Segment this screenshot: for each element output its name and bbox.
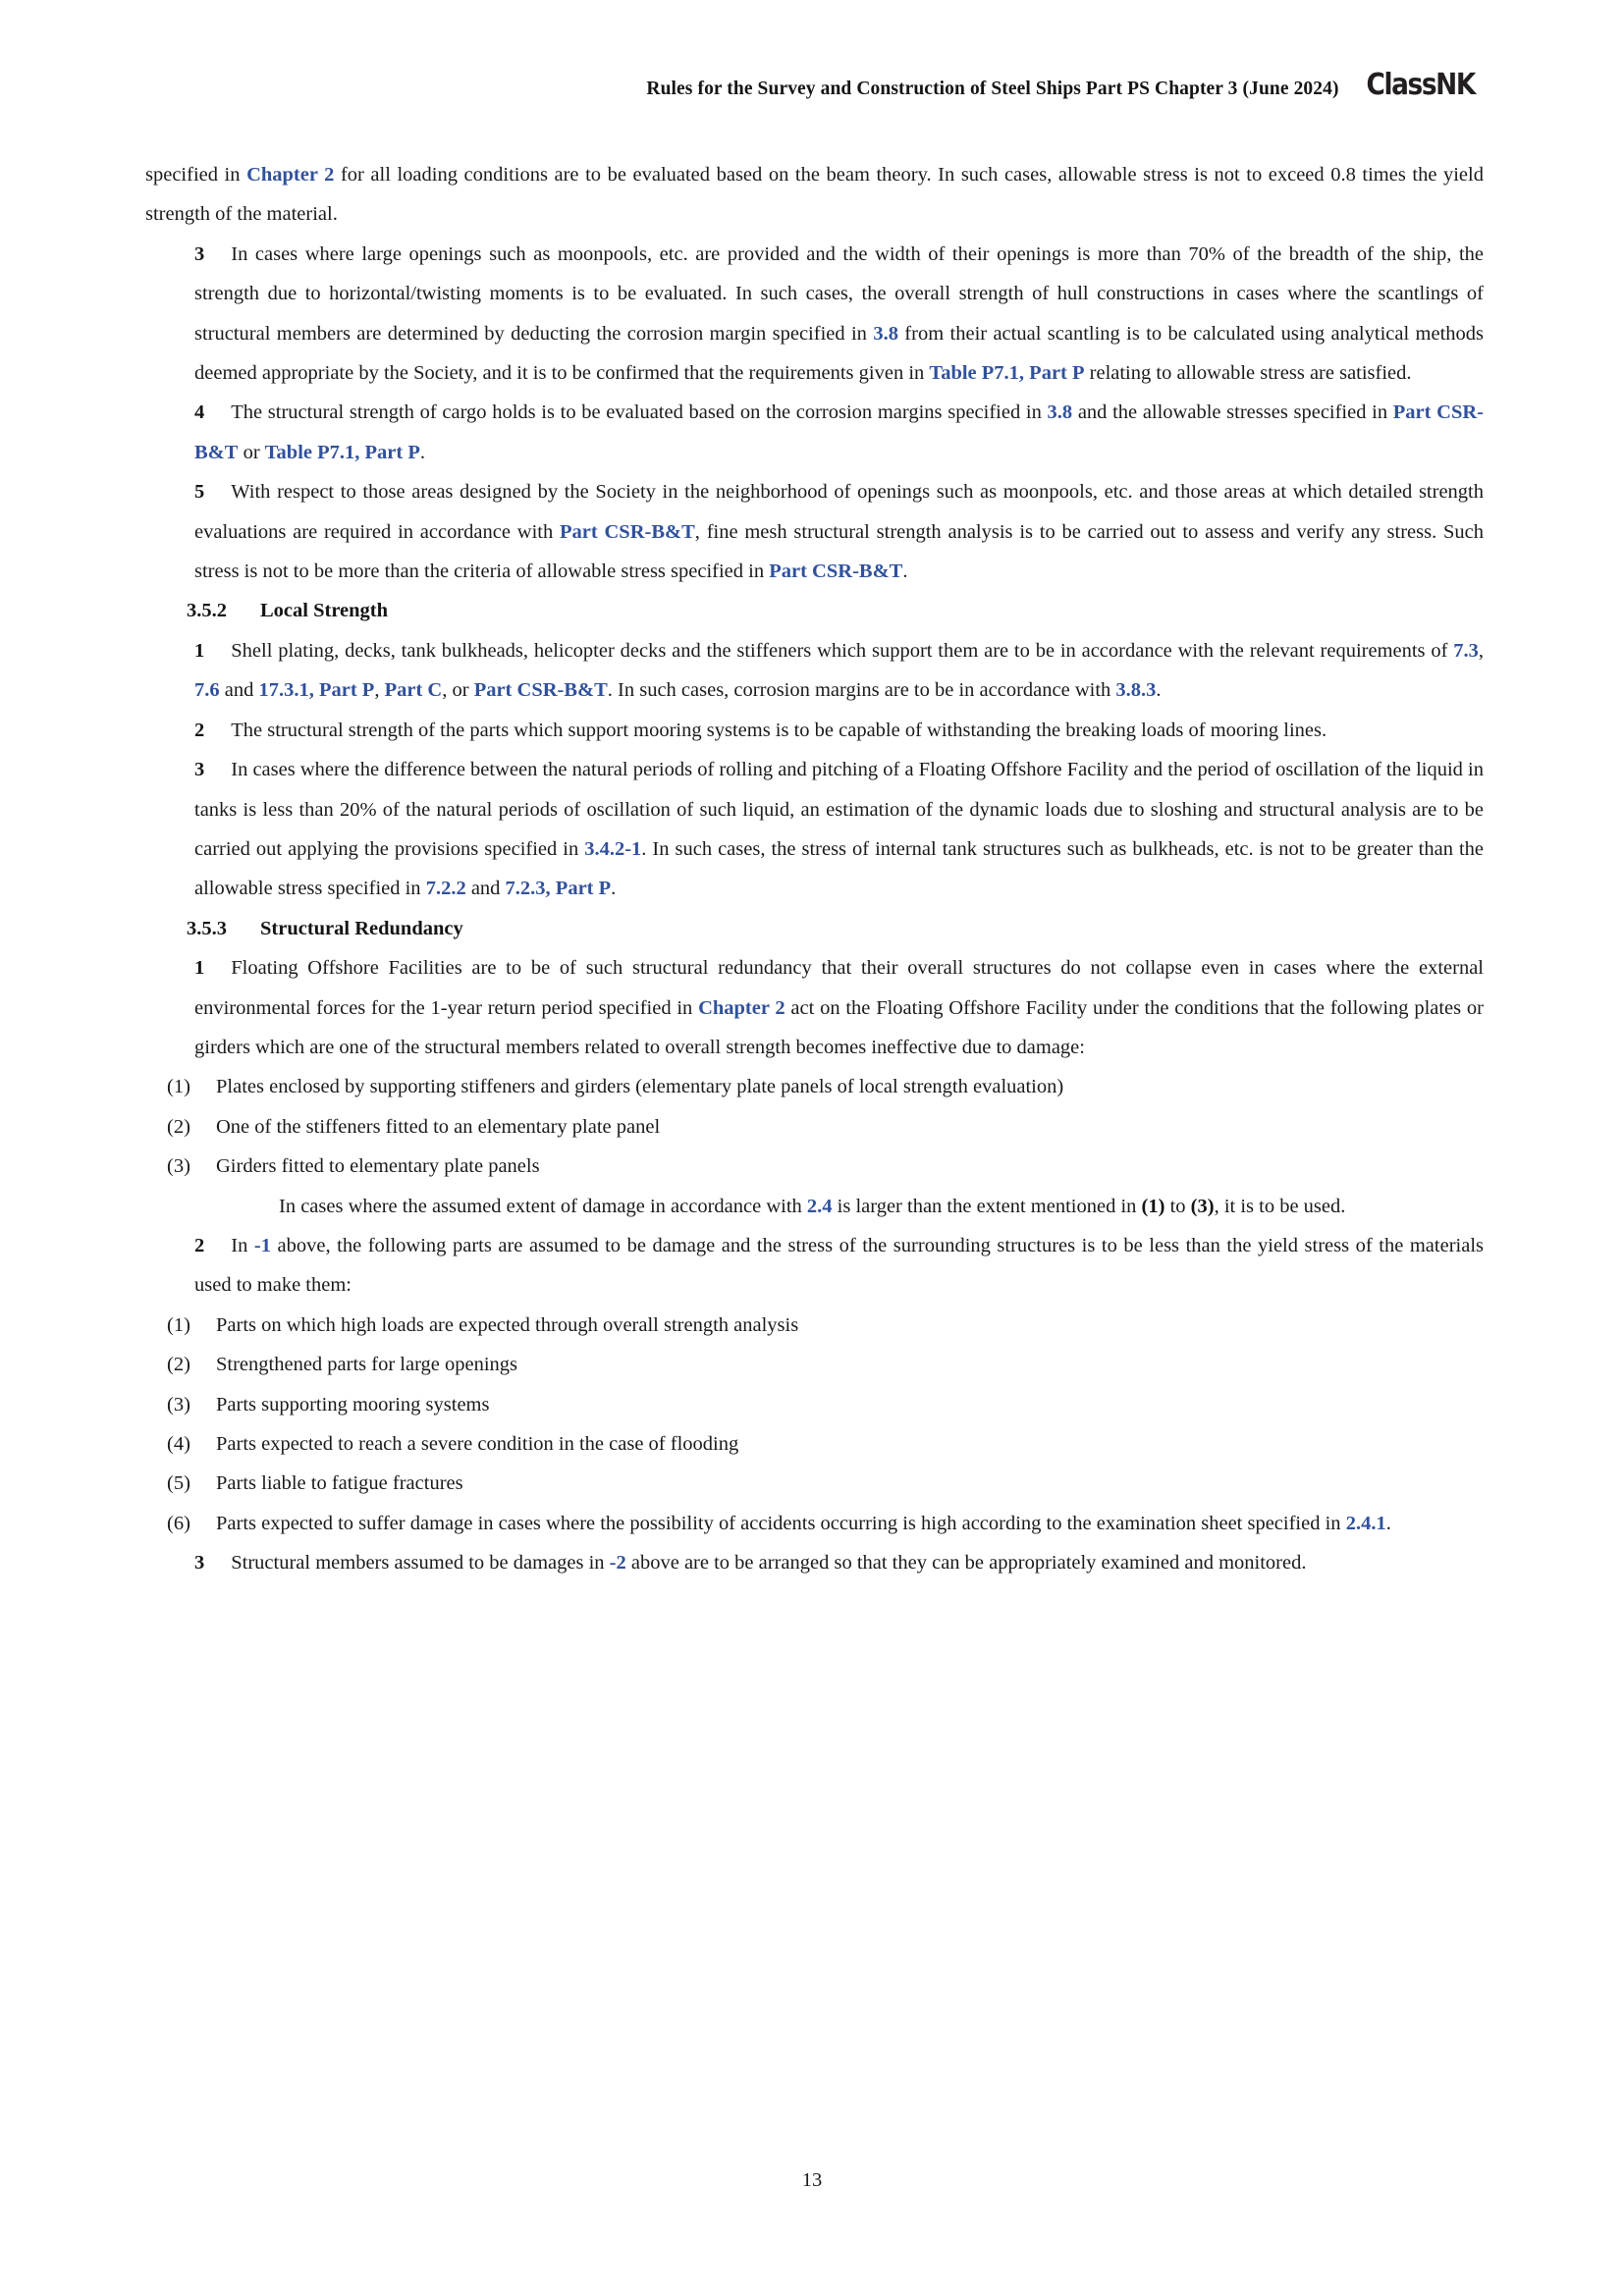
cross-reference-3-8-3[interactable]: 3.8.3 [1115,679,1157,702]
text-2: above are to be arranged so that they can be appropriately examined and monitored. [625,1552,1307,1575]
text-6: . In such cases, corrosion margins are to be in accordance with [607,679,1116,702]
section-number: 3.5.2 [187,600,227,622]
list-marker: (5) [167,1472,190,1495]
list-item [145,1385,1484,1424]
cross-reference-chapter-2[interactable]: Chapter 2 [698,996,785,1019]
list-item-text: Strengthened parts for large openings [216,1354,518,1376]
cross-reference-2-4[interactable]: 2.4 [806,1195,833,1217]
classnk-logo: ClassNK [1366,68,1475,102]
text-1: In cases where the assumed extent of damage in accordance with [279,1195,807,1217]
text-2: . In such cases, the stress of internal tank structures such as bulkheads, etc. is not to be greater than the allowable stress specified in [194,837,1484,900]
text-4: , it is to be used. [1214,1195,1346,1217]
paragraph-5 [145,472,1484,591]
cross-reference-minus-2[interactable]: -2 [609,1552,626,1575]
text-1: Structural members assumed to be damages in [231,1552,610,1575]
text-2: above, the following parts are assumed to be damage and the stress of the surrounding structures is to be less than the yield stress of the materials used to make them: [194,1234,1484,1297]
text-2: , [1478,639,1484,662]
text-rest: for all loading conditions are to be evaluated based on the beam theory. In such cases, allowable stress is not to exceed 0.8 times the yield strength of the material. [145,164,1484,226]
text-3: to [1164,1195,1191,1217]
list-marker: (3) [167,1155,190,1178]
text-2: is larger than the extent mentioned in [832,1195,1142,1217]
cross-reference-3-4-2-1[interactable]: 3.4.2-1 [584,837,642,860]
section-title: Local Strength [260,600,389,622]
paragraph-3-5-2-2 [145,711,1484,750]
inline-ref-1: (1) [1141,1195,1165,1217]
list-item-text: Parts supporting mooring systems [216,1393,490,1415]
text-1: In [231,1234,254,1256]
list-item [145,1345,1484,1384]
list-item [145,1147,1484,1186]
text-1: With respect to those areas designed by the Society in the neighborhood of openings such as moonpools, etc. and those areas at which detailed strength evaluations are required in accordance with [194,481,1484,543]
cross-reference-part-csr-bt[interactable]: Part CSR-B&T [560,520,695,543]
list-item [145,1306,1484,1345]
cross-reference-3-8[interactable]: 3.8 [1047,401,1073,424]
text-1: In cases where large openings such as moonpools, etc. are provided and the width of their openings is more than 70% of the breadth of the ship, the strength due to horizontal/twisting moments is to be evaluated. In such cases, the overall strength of hull constructions in cases where the scantlings of structural members are determined by deducting the corrosion margin specified in [194,242,1484,345]
text-1: Parts expected to suffer damage in cases where the possibility of accidents occurring is high according to the examination sheet specified in [216,1512,1346,1534]
paragraph-continued [145,155,1484,235]
text-1: The structural strength of cargo holds is to be evaluated based on the corrosion margins specified in [231,401,1048,424]
paragraph-number: 1 [194,639,205,662]
text-7: . [1156,679,1162,702]
paragraph-3-5-3-2 [145,1226,1484,1306]
text-3: and [465,878,506,900]
text-4: . [419,441,425,463]
text-5: , or [442,679,474,702]
list-item-text: Girders fitted to elementary plate panels [216,1155,540,1178]
paragraph-number: 3 [194,242,205,265]
text-2: . [1385,1512,1391,1534]
sub-paragraph-damage-extent [145,1187,1484,1226]
document-body [145,155,1484,1583]
paragraph-3-5-2-1 [145,631,1484,711]
text-lead: specified in [145,164,247,186]
text-3: relating to allowable stress are satisfied. [1084,362,1412,385]
list-marker: (2) [167,1115,190,1138]
paragraph-4 [145,393,1484,472]
page-number: 13 [801,2169,823,2191]
cross-reference-part-c[interactable]: Part C [384,679,443,702]
cross-reference-minus-1[interactable]: -1 [253,1234,271,1256]
cross-reference-2-4-1[interactable]: 2.4.1 [1345,1512,1386,1534]
text-1: Shell plating, decks, tank bulkheads, helicopter decks and the stiffeners which support them are to be in accordance with the relevant requirements of [231,639,1454,662]
cross-reference-7-2-2[interactable]: 7.2.2 [425,878,466,900]
paragraph-number: 3 [194,1552,205,1575]
text-4: . [611,878,617,900]
list-item-text: Plates enclosed by supporting stiffeners and girders (elementary plate panels of local strength evaluation) [216,1076,1064,1098]
page-footer [0,2169,1624,2192]
list-item-text: Parts expected to reach a severe condition in the case of flooding [216,1433,739,1455]
paragraph-3 [145,235,1484,394]
list-marker: (1) [167,1076,190,1098]
page-header [142,68,1482,110]
header-title: Rules for the Survey and Construction of Steel Ships Part PS Chapter 3 (June 2024) [646,79,1339,99]
section-heading-3-5-2 [145,591,1484,630]
list-item-text: Parts liable to fatigue fractures [216,1472,463,1495]
paragraph-number: 2 [194,719,205,741]
paragraph-number: 4 [194,401,205,424]
text-2: from their actual scantling is to be calculated using analytical methods deemed appropriate by the Society, and it is to be confirmed that the requirements given in [194,322,1484,385]
cross-reference-3-8[interactable]: 3.8 [873,322,898,345]
paragraph-number: 2 [194,1234,205,1256]
paragraph-number: 5 [194,481,205,504]
list-item-text [216,1504,1484,1543]
cross-reference-7-6[interactable]: 7.6 [194,679,220,702]
text-2: , fine mesh structural strength analysis is to be carried out to assess and verify any stress. Such stress is not to be more than the criteria of allowable stress specified in [194,520,1484,583]
cross-reference-table-p7-1-part-p[interactable]: Table P7.1, Part P [929,362,1085,385]
list-marker: (1) [167,1313,190,1336]
inline-ref-3: (3) [1190,1195,1215,1217]
list-marker: (4) [167,1433,190,1455]
cross-reference-chapter-2[interactable]: Chapter 2 [246,164,335,186]
text-3: and [219,679,259,702]
text-4: , [374,679,385,702]
cross-reference-part-csr-bt[interactable]: Part CSR-B&T [473,679,608,702]
list-item-text: One of the stiffeners fitted to an elementary plate panel [216,1115,661,1138]
text-1: In cases where the difference between the natural periods of rolling and pitching of a Floating Offshore Facility and the period of oscillation of the liquid in tanks is less than 20% of the natural periods of oscillation of such liquid, an estimation of the dynamic loads due to sloshing and structural analysis are to be carried out applying the provisions specified in [194,759,1484,860]
section-number: 3.5.3 [187,917,227,939]
list-marker: (3) [167,1393,190,1415]
text-1: The structural strength of the parts which support mooring systems is to be capable of withstanding the breaking loads of mooring lines. [231,719,1327,741]
list-item-text: Parts on which high loads are expected through overall strength analysis [216,1313,799,1336]
text-2: and the allowable stresses specified in [1072,401,1393,424]
list-marker: (6) [167,1512,190,1534]
list-item [145,1464,1484,1503]
list-item [145,1107,1484,1147]
paragraph-3-5-3-3 [145,1543,1484,1582]
cross-reference-7-2-3-part-p[interactable]: 7.2.3, Part P [505,878,612,900]
cross-reference-7-3[interactable]: 7.3 [1453,639,1479,662]
cross-reference-17-3-1-part-p[interactable]: 17.3.1, Part P [258,679,375,702]
text-2: act on the Floating Offshore Facility under the conditions that the following plates or girders which are one of the structural members related to overall strength becomes ineffective due to damage: [194,996,1484,1058]
section-heading-3-5-3 [145,909,1484,948]
cross-reference-part-csr-bt-2[interactable]: Part CSR-B&T [769,561,903,583]
text-1: Floating Offshore Facilities are to be of such structural redundancy that their overall structures do not collapse even in cases where the external environmental forces for the 1-year return period specified in [194,957,1484,1019]
cross-reference-part-csr-bt[interactable]: Part CSR-B&T [194,401,1484,463]
list-marker: (2) [167,1354,190,1376]
list-item [145,1504,1484,1543]
list-item [145,1424,1484,1464]
text-3: . [902,561,908,583]
text-3: or [238,441,265,463]
paragraph-number: 3 [194,759,205,781]
section-title: Structural Redundancy [260,917,463,939]
paragraph-3-5-3-1 [145,948,1484,1067]
paragraph-number: 1 [194,957,205,980]
paragraph-3-5-2-3 [145,750,1484,909]
cross-reference-table-p7-1-part-p[interactable]: Table P7.1, Part P [264,441,420,463]
list-item [145,1067,1484,1106]
